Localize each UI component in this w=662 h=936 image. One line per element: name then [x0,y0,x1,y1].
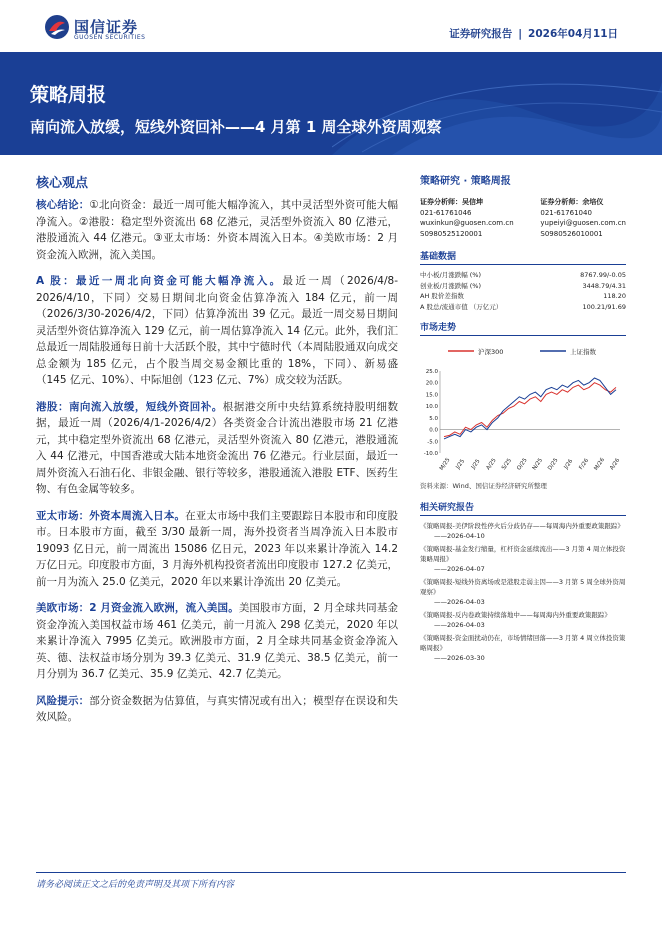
paragraph-lead: 港股：南向流入放缓，短线外资回补。 [36,400,223,413]
x-tick-label: J/25 [470,458,482,471]
related-report-title: 《策略周报-短线外资离场或是港股走弱主因——3 月第 5 周全球外资周观察》 [420,578,626,596]
report-title: 策略周报 [30,84,107,106]
y-tick-label: 0.0 [429,427,438,434]
related-report-item[interactable] [420,577,626,607]
related-report-title: 《策略周报-反内卷政策持续落地中——每周海内外重要政策跟踪》 [420,611,611,619]
basic-data-title: 基础数据 [420,249,626,265]
data-row [420,291,626,302]
footer-disclaimer: 请务必阅读正文之后的免责声明及其项下所有内容 [36,880,235,890]
legend-label: 上证指数 [570,348,596,356]
data-value: 3448.79/4.31 [582,281,626,290]
report-meta [449,26,618,41]
related-report-item[interactable] [420,633,626,663]
paragraph-lead: 核心结论： [36,199,90,211]
market-trend-chart [420,341,626,479]
analyst-name: 证券分析师：余培仪 [540,198,604,206]
y-tick-label: 20.0 [425,380,438,387]
paragraph-text: ①北向资金：最近一周可能大幅净流入，其中灵活型外资可能大幅净流入。②港股：稳定型外资流出 68 亿港元，灵活型外资流入 80 亿港元，港股通流入 44 亿港元。③亚太市场：外资本周流入日本。④美欧市场：2 月资金流入欧洲，流入美国。 [36,199,398,261]
y-tick-label: -5.0 [427,439,438,446]
data-row [420,270,626,281]
data-key: 中小板/月涨跌幅 (%) [420,271,482,279]
analyst-block [420,197,626,239]
trend-chart-svg [420,341,626,479]
paragraph-text: 在亚太市场中我们主要跟踪日本股市和印度股市。日本股市方面，截至 3/30 最新一周，海外投资者当周净流入日本股市 19093 亿日元，前一周流出 15086 亿日元，2023 年以来累计净流入 14.2 万亿日元。印度股市方面，3 月海外机构投资者流出印度股市 127.2 亿美元，前一月为流入 25.0 亿美元，2020 年以来累计净流出 20 亿美元。 [36,509,399,588]
related-report-date: ——2026-03-30 [434,654,485,662]
sidebar-title: 策略研究 · 策略周报 [420,176,511,187]
related-report-date: ——2026-04-03 [434,621,485,629]
paragraph-lead: 亚太市场：外资本周流入日本。 [36,509,186,522]
logo-mark-icon [44,14,70,40]
related-report-item[interactable] [420,521,626,541]
meta-divider: | [518,28,523,40]
related-reports-list [420,521,626,663]
related-report-date: ——2026-04-03 [434,598,485,606]
data-key: A 股总/流通市值 （万亿元） [420,302,503,311]
analyst-name: 证券分析师：吴信坤 [420,198,483,206]
related-report-title: 《策略周报-资金面扰动仍在，市场情绪回落——3 月第 4 周立体投资策略周报》 [420,634,626,652]
series-line [444,383,616,437]
y-tick-label: 10.0 [425,404,438,411]
data-row [420,302,626,313]
data-key: 创业板/月涨跌幅 (%) [420,281,482,290]
related-report-item[interactable] [420,544,626,574]
paragraph-a-share [36,273,398,389]
core-views-column [36,172,398,736]
x-tick-label: D/25 [547,457,560,472]
x-tick-label: A/26 [609,457,622,472]
company-logo [44,14,194,42]
data-value: 100.21/91.69 [582,302,626,311]
paragraph-text: 根据港交所中央结算系统持股明细数据，最近一周（2026/4/1-2026/4/2）各类资金合计流出港股市场 21 亿港元，其中稳定型外资流出 68 亿港元，灵活型外资流入 80 亿港元，港股通流入 44 亿港元，中国香港或大陆本地资金流出 76 亿港元。行业层面，最近一周外资流入石油石化、非银金融、银行等较多，港股通流入港股 ETF、医药生物、有色金属等较多。 [36,400,398,495]
analyst-1 [420,197,514,239]
analyst-phone: 021-61761046 [420,208,472,217]
basic-data-table [420,270,626,312]
report-type: 证券研究报告 [449,28,513,40]
data-key: AH 股价差指数 [420,292,464,300]
footer-divider [36,872,626,873]
related-report-title: 《策略周报-美伊阶段性停火后分歧仍存——每周海内外重要政策跟踪》 [420,522,624,530]
related-report-title: 《策略周报-基金发行缩量，杠杆资金延续流出——3 月第 4 周立体投资策略周报》 [420,545,626,563]
analyst-email[interactable]: yupeiyi@guosen.com.cn [540,219,626,227]
report-header [0,0,662,52]
legend-label: 沪深300 [478,348,504,356]
x-tick-label: O/25 [516,457,529,472]
x-tick-label: M/26 [593,457,607,472]
logo-text-en: GUOSEN SECURITIES [74,34,146,41]
related-reports-title: 相关研究报告 [420,500,626,516]
paragraph-us-europe [36,600,398,683]
paragraph-text: 美国股市方面，2 月全球共同基金资金净流入美国权益市场 461 亿美元，前一月流入 298 亿美元，2020 年以来累计净流入 7995 亿美元。欧洲股市方面，2 月全球共同基金资金净流入英、德、法权益市场分别为 39.3 亿美元、31.9 亿美元、38.5 亿美元，前一月分别为 36.7 亿美元、35.9 亿美元、42.7 亿美元。 [36,602,398,680]
analyst-cert: S0980526010001 [540,229,603,238]
paragraph-core-conclusion [36,197,398,263]
data-row [420,281,626,292]
related-report-date: ——2026-04-07 [434,565,485,573]
report-subtitle: 南向流入放缓，短线外资回补——4 月第 1 周全球外资周观察 [30,118,442,136]
x-tick-label: J/25 [455,458,467,471]
analyst-cert: S0980525120001 [420,229,483,238]
sidebar-column [420,172,626,666]
logo-text-cn: 国信证券 [74,18,139,36]
report-date: 2026年04月11日 [528,28,618,40]
wave-decoration [332,52,662,155]
core-views-title: 核心观点 [36,176,89,191]
chart-source: 资料来源：Wind、国信证券经济研究所整理 [420,482,547,490]
data-value: 8767.99/-0.05 [580,271,626,279]
y-tick-label: 15.0 [425,392,438,399]
y-tick-label: -10.0 [423,451,438,457]
analyst-phone: 021-61761040 [540,208,592,217]
x-tick-label: M/25 [438,457,452,472]
paragraph-lead: 风险提示： [36,694,90,707]
x-tick-label: J/26 [563,458,575,471]
related-report-date: ——2026-04-10 [434,532,485,540]
analyst-2 [540,197,626,239]
x-tick-label: S/25 [501,457,513,472]
paragraph-hk [36,399,398,498]
x-tick-label: N/25 [531,457,545,472]
analyst-email[interactable]: wuxinkun@guosen.com.cn [420,219,514,227]
paragraph-lead: 美欧市场：2 月资金流入欧洲，流入美国。 [36,602,239,614]
paragraph-asia-pacific [36,508,398,591]
paragraph-text: 部分资金数据为估算值，与真实情况或有出入；模型存在误设和失效风险。 [36,694,399,723]
data-value: 118.20 [603,292,626,300]
title-banner [0,52,662,155]
market-trend-title: 市场走势 [420,320,626,336]
related-report-item[interactable] [420,610,626,630]
x-tick-label: F/26 [578,457,591,472]
x-tick-label: A/25 [485,457,498,472]
paragraph-text: 最近一周（2026/4/8-2026/4/10，下同）交易日期间北向资金估算净流入 184 亿元，前一周（2026/3/30-2026/4/2，下同）估算净流出 39 亿元。最近一周交易日期间灵活型外资估算净流入 129 亿元，前一周估算净流入 14 亿元。此外，我们汇总最近一周陆股通每日前十大活跃个股，其中宁德时代（本周陆股通双向成交总金额为 185 亿元，占个股当周交易金额比重的 18%，下同）、新易盛（145 亿元、10%）、中际旭创（123 亿元、7%）成交较为活跃。 [36,275,398,386]
y-tick-label: 25.0 [425,369,438,375]
paragraph-lead: A 股：最近一周北向资金可能大幅净流入。 [36,275,283,287]
paragraph-risk [36,693,398,726]
y-tick-label: 5.0 [429,415,438,422]
